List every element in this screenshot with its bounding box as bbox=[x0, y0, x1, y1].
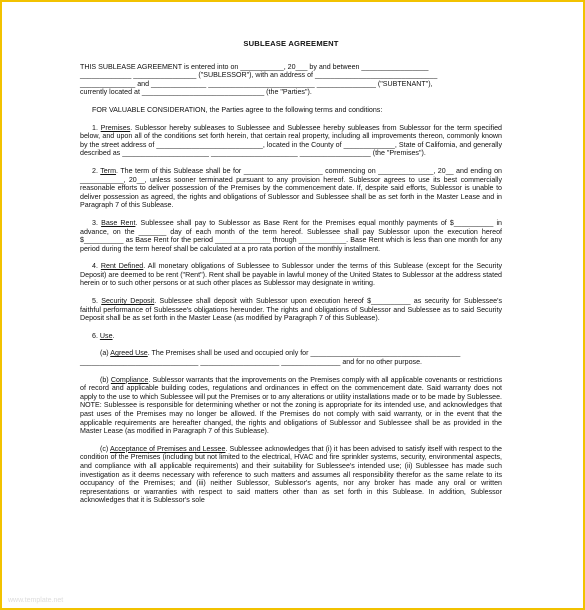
subsection-body: . Sublessor warrants that the improvements on the Premises comply with all applicable covenants or restrictions of record and applicable building codes, regulations and ordinances in effect on the commencement date. Said warranty does not apply to the use to which Sublessee will put the Premises or to any alterations or utility installations made or to be made by Sublessee. NOTE: Sublessee is responsible for determining whether or not the zoning is appropriate for its intended use, and acknowledges that past uses of the Premises may no longer be allowed. If the Premises do not comply with said warranty, or in the event that the applicable requirements are hereafter changed, the rights and obligations of Sublessor and Sublessee shall be as provided in the Master Lease (as modified in Paragraph 7 of this Sublease). bbox=[80, 375, 502, 436]
section-heading: Use bbox=[99, 331, 113, 340]
section-number: 2. bbox=[92, 166, 98, 175]
section-base-rent bbox=[80, 219, 502, 253]
section-premises bbox=[80, 124, 502, 158]
document-title: SUBLEASE AGREEMENT bbox=[243, 39, 339, 48]
subsection-acceptance bbox=[80, 445, 502, 505]
section-body: . Sublessee shall deposit with Sublessor upon execution hereof $__________ as security for Sublessee's faithful performance of Sublessee's obligations hereunder. The rights and obligations of Sublessor and Sublessee as to said Security Deposit shall be as set forth in the Master Lease (as modified by Paragraph 7 of this Sublease). bbox=[80, 297, 502, 323]
section-body: . Sublessor hereby subleases to Sublessee and Sublessee hereby subleases from Sublessor for the term specified below, and upon all of the conditions set forth herein, that certain real property, including all improvements thereon, commonly known by the street address of ___________________________, located in the County of _____________, State of California, and generally described as ______________________ ______________________ __________________ (the "Premises"). bbox=[80, 123, 502, 158]
intro-line-3: ______________ and ______________ ___________________________ _______________ ("SUBTENANT"), bbox=[80, 79, 433, 88]
section-heading: Rent Defined bbox=[100, 262, 144, 271]
section-rent-defined bbox=[80, 262, 502, 288]
watermark-text: www.template.net bbox=[8, 597, 64, 604]
section-number: 3. bbox=[92, 218, 98, 227]
subsection-label: (b) bbox=[100, 375, 109, 384]
section-number: 4. bbox=[92, 262, 98, 271]
subsection-agreed-use bbox=[80, 349, 502, 366]
section-heading-period: . bbox=[112, 331, 115, 340]
subsection-heading: Compliance bbox=[110, 375, 149, 384]
section-number: 1. bbox=[92, 123, 98, 132]
section-heading: Base Rent bbox=[101, 218, 136, 227]
intro-line-1: THIS SUBLEASE AGREEMENT is entered into on ___________, 20___ by and between _________________ bbox=[80, 62, 429, 71]
subsection-body: . Sublessee acknowledges that (i) it has been advised to satisfy itself with respect to the condition of the Premises (including but not limited to the electrical, HVAC and fire sprinkler systems, security, environmental aspects, and compliance with all applicable requirements) and their suitability for Sublessee's intended use; (ii) Sublessee has made such investigation as it deems necessary with reference to such matters and assumes all responsibility therefor as the same relate to its occupancy of the Premises; and (iii) neither Sublessor, Sublessor's agents, nor any broker has made any oral or written representations or warranties with respect to said matters other than as set forth in this Sublease. In addition, Sublessor acknowledges that it is Sublessor's sole bbox=[80, 444, 502, 505]
section-body: . All monetary obligations of Sublessee to Sublessor under the terms of this Sublease (except for the Security Deposit) are deemed to be rent ("Rent"). Rent shall be payable in lawful money of the United States to Sublessor at the address stated herein or to such other persons or at such other places as Sublessor may designate in writing. bbox=[80, 262, 503, 288]
subsection-label: (c) bbox=[100, 444, 109, 453]
subsection-label: (a) bbox=[100, 349, 109, 358]
section-number: 5. bbox=[92, 297, 98, 306]
intro-paragraph bbox=[80, 63, 502, 97]
subsection-heading: Agreed Use bbox=[110, 349, 148, 358]
subsection-body: . The Premises shall be used and occupied only for ______________________________________ bbox=[147, 349, 461, 358]
section-heading: Security Deposit bbox=[101, 297, 155, 306]
section-use bbox=[80, 332, 502, 341]
subsection-compliance bbox=[80, 376, 502, 436]
section-heading: Premises bbox=[100, 123, 131, 132]
section-body: . The term of this Sublease shall be for ____________________ commencing on ______________, 20__ and ending on ___________, 20__, unless sooner terminated pursuant to any provision hereof. Sublessor agrees to use its best commercially reasonable efforts to deliver possession of the Premises by the commencement date. If, despite said efforts, Sublessor is unable to deliver possession as agreed, the rights and obligations of Sublessor and Sublessee shall be as set forth in the Master Lease and in Paragraph 7 of this Sublease. bbox=[80, 166, 503, 210]
subsection-line-2: ______________________________ ____________________ _______________ and for no other purpose. bbox=[80, 358, 423, 367]
intro-line-2: _____________ ________________ ("SUBLESSOR"), with an address of _______________________________ bbox=[80, 71, 438, 80]
section-term bbox=[80, 167, 502, 210]
intro-line-4: currently located at _______________________________ (the "Parties"). bbox=[80, 88, 312, 97]
subsection-heading: Acceptance of Premises and Lessee bbox=[109, 444, 226, 453]
section-security-deposit bbox=[80, 297, 502, 323]
consideration-paragraph: FOR VALUABLE CONSIDERATION, the Parties agree to the following terms and conditions: bbox=[92, 105, 383, 114]
document-page bbox=[80, 40, 502, 514]
section-heading: Term bbox=[100, 166, 117, 175]
section-number: 6. bbox=[92, 331, 98, 340]
section-body: . Sublessee shall pay to Sublessor as Base Rent for the Premises equal monthly payments of $__________ in advance, on the _______ day of each month of the term hereof. Sublessee shall pay Sublessor upon the execution hereof $__________ as Base Rent for the period ______________ through ____________. Base Rent which is less than one month for any period during the term hereof shall be calculated at a pro rata portion of the monthly installment. bbox=[80, 218, 502, 253]
